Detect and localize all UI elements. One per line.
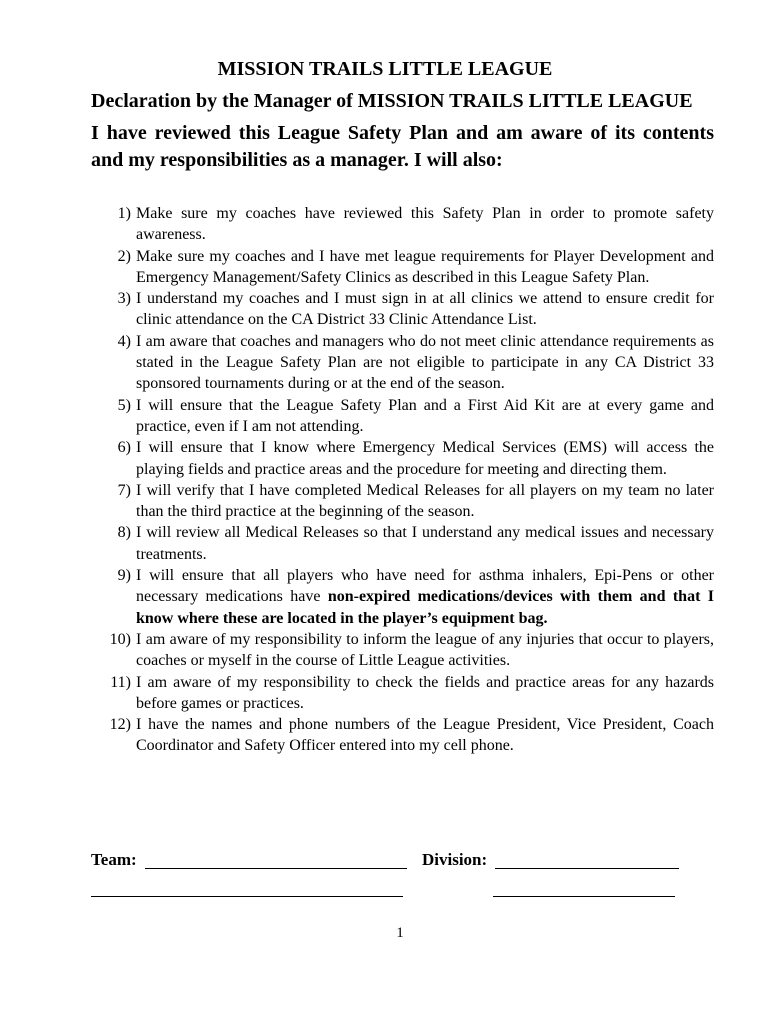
item-number: 6) xyxy=(117,439,131,457)
list-item xyxy=(91,480,714,523)
list-item xyxy=(91,288,714,331)
list-item xyxy=(91,672,714,715)
item-number: 4) xyxy=(117,332,131,350)
item-text: I understand my coaches and I must sign in at all clinics we attend to ensure credit for clinic attendance on the CA District 33 Clinic Attendance List. xyxy=(136,290,714,329)
item-text: I am aware of my responsibility to check the fields and practice areas for any hazards before games or practices. xyxy=(136,673,714,712)
item-text: I will ensure that the League Safety Plan and a First Aid Kit are at every game and practice, even if I am not attending. xyxy=(136,396,714,435)
declaration-heading: Declaration by the Manager of MISSION TRAILS LITTLE LEAGUE xyxy=(91,90,693,112)
date-signature-line[interactable] xyxy=(493,896,675,897)
division-input-line[interactable] xyxy=(495,868,679,869)
item-text: I am aware that coaches and managers who do not meet clinic attendance requirements as stated in the League Safety Plan are not eligible to participate in any CA District 33 sponsored tournaments during or at the end of the season. xyxy=(136,332,714,393)
list-item xyxy=(91,714,714,757)
intro-statement: I have reviewed this League Safety Plan and am aware of its contents and my responsibilities as a manager. I will also: xyxy=(91,122,714,171)
list-item xyxy=(91,395,714,438)
item-number: 2) xyxy=(117,247,131,265)
item-text: I have the names and phone numbers of the League President, Vice President, Coach Coordinator and Safety Officer entered into my cell phone. xyxy=(136,716,714,755)
list-item xyxy=(91,246,714,289)
document-title: MISSION TRAILS LITTLE LEAGUE xyxy=(217,58,553,80)
list-item xyxy=(91,522,714,565)
item-text: I will review all Medical Releases so that I understand any medical issues and necessary treatments. xyxy=(136,524,714,563)
item-number: 8) xyxy=(117,524,131,542)
item-number: 7) xyxy=(117,481,131,499)
list-item xyxy=(91,437,714,480)
item-number: 11) xyxy=(110,673,131,691)
team-input-line[interactable] xyxy=(145,868,407,869)
item-number: 5) xyxy=(117,396,131,414)
item-text: I am aware of my responsibility to inform the league of any injuries that occur to players, coaches or myself in the course of Little League activities. xyxy=(136,630,714,670)
item-number: 3) xyxy=(117,290,131,308)
item-number: 12) xyxy=(109,716,131,734)
responsibilities-list xyxy=(91,203,714,757)
item-text-bold: non-expired medications/devices with them and that I know where these are located in the player’s equipment bag. xyxy=(136,588,715,627)
item-number: 10) xyxy=(109,630,131,648)
item-text: Make sure my coaches have reviewed this Safety Plan in order to promote safety awareness. xyxy=(136,205,714,244)
manager-signature-line[interactable] xyxy=(91,896,403,897)
item-number: 9) xyxy=(117,567,131,585)
item-text: I will ensure that all players who have need for asthma inhalers, Epi-Pens or other necessary medications have xyxy=(136,567,714,606)
list-item xyxy=(91,203,714,246)
list-item xyxy=(91,565,714,629)
division-label: Division: xyxy=(422,850,488,869)
item-text: Make sure my coaches and I have met league requirements for Player Development and Emergency Management/Safety Clinics as described in this League Safety Plan. xyxy=(136,247,714,286)
item-text: I will verify that I have completed Medical Releases for all players on my team no later than the third practice at the beginning of the season. xyxy=(136,481,714,521)
list-item xyxy=(91,331,714,395)
item-number: 1) xyxy=(117,205,131,222)
team-label: Team: xyxy=(91,850,137,869)
page-number: 1 xyxy=(396,925,404,941)
item-text: I will ensure that I know where Emergency Medical Services (EMS) will access the playing fields and practice areas and the procedure for meeting and directing them. xyxy=(136,439,714,478)
list-item xyxy=(91,629,714,672)
